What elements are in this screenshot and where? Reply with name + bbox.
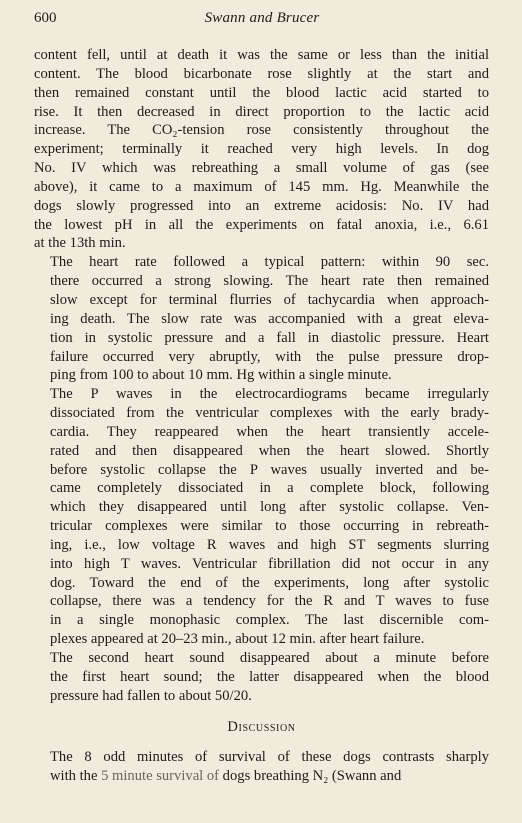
text-line: The P waves in the electrocardiograms became irregularly (50, 386, 489, 403)
results-paragraphs (34, 46, 489, 706)
text-line: before systolic collapse the P waves usually inverted and be- (50, 461, 489, 478)
text-line: into high T waves. Ventricular fibrillation did not occur in any (50, 555, 489, 572)
text-line: in a single monophasic complex. The last discernible com- (50, 612, 489, 629)
page-header (34, 10, 490, 32)
text-line: pressure had fallen to about 50/20. (50, 687, 252, 704)
text-line: tion in systolic pressure and a fall in diastolic pressure. Heart (50, 329, 489, 346)
text-line: rise. It then decreased in direct proportion to the lactic acid (34, 103, 489, 120)
text-line: increase. The CO₂-tension rose consistently throughout the (34, 122, 489, 139)
paragraph (34, 748, 489, 786)
paragraph (34, 385, 489, 649)
paragraph (34, 253, 489, 385)
discussion-paragraph-container (34, 748, 489, 786)
text-line: experiment; terminally it reached very high levels. In dog (34, 141, 489, 158)
text-line: collapse, there was a tendency for the R and T waves to fuse (50, 593, 489, 610)
text-line: the first heart sound; the latter disappeared when the blood (50, 668, 489, 685)
text-line: slow except for terminal flurries of tachycardia when approach- (50, 291, 489, 308)
text-line: came completely dissociated in a complete block, following (50, 480, 489, 497)
text-line: with the 5 minute survival of dogs breathing N₂ (Swann and (50, 768, 402, 785)
text-line: tricular complexes were similar to those occurring in rebreath- (50, 518, 489, 535)
text-line: failure occurred very abruptly, with the pulse pressure drop- (50, 348, 489, 365)
text-line: cardia. They reappeared when the heart transiently accele- (50, 423, 489, 440)
text-line: content fell, until at death it was the same or less than the initial (34, 47, 489, 63)
text-line: rated and then disappeared when the heart slowed. Shortly (50, 442, 489, 459)
text-line: ing, i.e., low voltage R waves and high ST segments slurring (50, 536, 489, 553)
text-line: ing death. The slow rate was accompanied with a great eleva- (50, 310, 489, 327)
text-line: The second heart sound disappeared about a minute before (50, 650, 489, 666)
text-line: there occurred a strong slowing. The heart rate then remained (50, 273, 489, 290)
text-line: at the 13th min. (34, 235, 126, 252)
text-line: above), it came to a maximum of 145 mm. Hg. Meanwhile the (34, 178, 489, 195)
text-line: The heart rate followed a typical pattern: within 90 sec. (50, 254, 489, 271)
text-line: ping from 100 to about 10 mm. Hg within a single minute. (50, 367, 392, 384)
text-line: then remained constant until the blood lactic acid started to (34, 84, 489, 101)
text-line: The 8 odd minutes of survival of these dogs contrasts sharply (50, 749, 489, 766)
text-line: dogs slowly progressed into an extreme acidosis: No. IV had (34, 197, 489, 214)
running-head: Swann and Brucer (204, 10, 320, 26)
paragraph (34, 46, 489, 253)
text-line: dissociated from the ventricular complexes with the early brady- (50, 405, 489, 422)
paragraph (34, 649, 489, 706)
page-number: 600 (34, 10, 57, 26)
text-line: dog. Toward the end of the experiments, long after systolic (50, 574, 489, 591)
text-line: the lowest pH in all the experiments on fatal anoxia, i.e., 6.61 (34, 216, 489, 233)
text-line: which they disappeared until long after systolic collapse. Ven- (50, 499, 489, 516)
text-line: plexes appeared at 20–23 min., about 12 min. after heart failure. (50, 631, 425, 648)
body-text (34, 46, 489, 786)
text-line: No. IV which was rebreathing a small volume of gas (see (34, 160, 489, 177)
section-heading-discussion: Discussion (227, 718, 296, 735)
text-line: content. The blood bicarbonate rose slightly at the start and (34, 65, 489, 82)
